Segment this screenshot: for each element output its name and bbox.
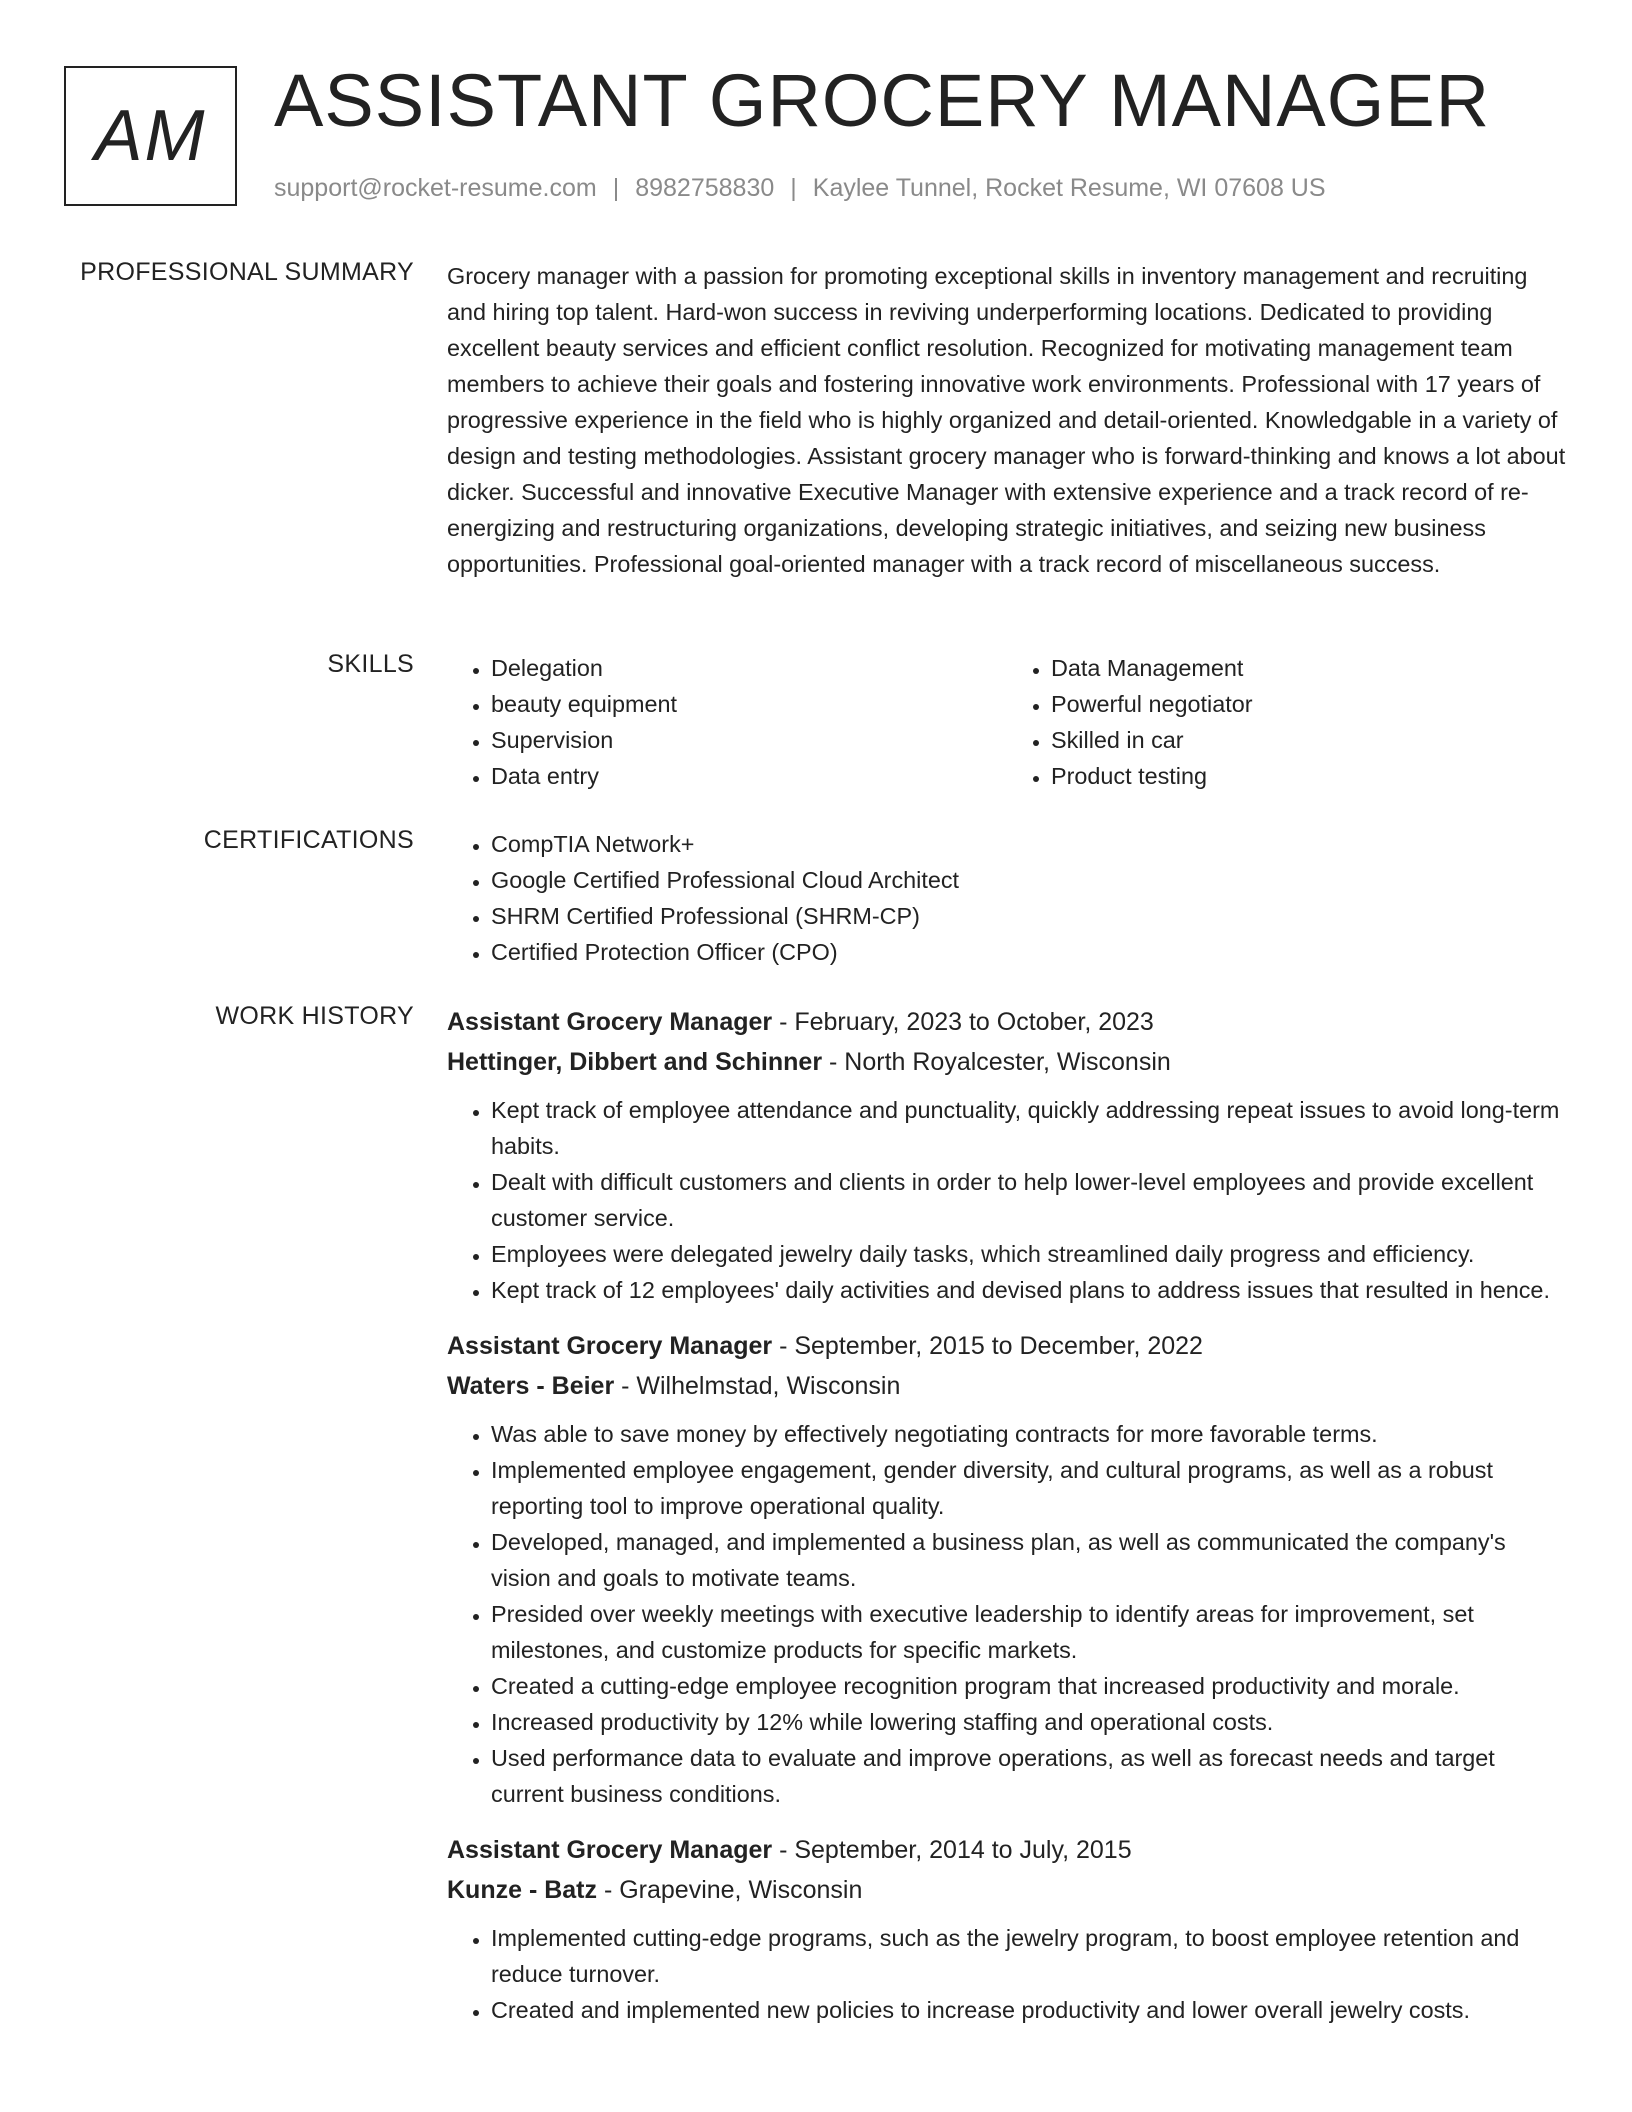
job-entry [447, 1830, 1567, 2028]
job-bullet: • Dealt with difficult customers and clients in order to help lower-level employees and provide excellent customer service. [491, 1164, 1567, 1236]
certifications-list [447, 826, 1567, 970]
skill-item: • Product testing [1051, 758, 1567, 794]
job-bullet: • Implemented cutting-edge programs, such as the jewelry program, to boost employee retention and reduce turnover. [491, 1920, 1567, 1992]
job-location: - Wilhelmstad, Wisconsin [614, 1372, 901, 1400]
summary-text: Grocery manager with a passion for promoting exceptional skills in inventory management and recruiting and hiring top talent. Hard-won success in reviving underperforming locations. Dedicated to providing excellent beauty services and efficient conflict resolution. Recognized for motivating management team members to achieve their goals and fostering innovative work environments. Professional with 17 years of progressive experience in the field who is highly organized and detail-oriented. Knowledgable in a variety of design and testing methodologies. Assistant grocery manager who is forward-thinking and knows a lot about dicker. Successful and innovative Executive Manager with extensive experience and a track record of re-energizing and restructuring organizations, developing strategic initiatives, and seizing new business opportunities. Professional goal-oriented manager with a track record of miscellaneous success. [447, 263, 1566, 577]
job-bullet: • Created a cutting-edge employee recognition program that increased productivity and morale. [491, 1668, 1567, 1704]
certification-item: • CompTIA Network+ [491, 826, 1567, 862]
certification-item: • SHRM Certified Professional (SHRM-CP) [491, 898, 1567, 934]
resume-header [64, 59, 1564, 216]
job-entry [447, 1002, 1567, 1308]
resume-title: ASSISTANT GROCERY MANAGER [274, 59, 1491, 142]
contact-separator: | [612, 174, 620, 202]
section-label-certifications: CERTIFICATIONS [203, 826, 414, 854]
contact-address: Kaylee Tunnel, Rocket Resume, WI 07608 US [812, 174, 1326, 202]
summary-body [447, 258, 1567, 582]
job-title: Assistant Grocery Manager [447, 1332, 773, 1360]
certification-item: • Certified Protection Officer (CPO) [491, 934, 1567, 970]
job-location: - Grapevine, Wisconsin [597, 1876, 863, 1904]
skills-list-left [447, 650, 1007, 794]
job-company-line [447, 1042, 1567, 1082]
skill-item: • Powerful negotiator [1051, 686, 1567, 722]
job-company: Hettinger, Dibbert and Schinner [447, 1048, 823, 1076]
skill-item: • Supervision [491, 722, 1007, 758]
monogram-logo: AM [64, 66, 237, 206]
job-company: Kunze - Batz [447, 1876, 597, 1904]
contact-separator: | [790, 174, 797, 202]
skill-item: • Data entry [491, 758, 1007, 794]
job-dates: - February, 2023 to October, 2023 [772, 1008, 1154, 1036]
job-bullet: • Increased productivity by 12% while lowering staffing and operational costs. [491, 1704, 1567, 1740]
job-entry [447, 1326, 1567, 1812]
job-title-line [447, 1830, 1567, 1870]
contact-line [274, 174, 1326, 203]
job-title-line [447, 1002, 1567, 1042]
job-bullet: • Used performance data to evaluate and improve operations, as well as forecast needs and target current business conditions. [491, 1740, 1567, 1812]
job-bullet: • Presided over weekly meetings with executive leadership to identify areas for improvement, set milestones, and customize products for specific markets. [491, 1596, 1567, 1668]
job-bullet: • Developed, managed, and implemented a business plan, as well as communicated the company's vision and goals to motivate teams. [491, 1524, 1567, 1596]
job-dates: - September, 2015 to December, 2022 [772, 1332, 1203, 1360]
contact-email: support@rocket-resume.com [274, 174, 597, 202]
job-bullet: • Kept track of employee attendance and punctuality, quickly addressing repeat issues to avoid long-term habits. [491, 1092, 1567, 1164]
skill-item: • beauty equipment [491, 686, 1007, 722]
job-bullets [447, 1920, 1567, 2028]
job-bullets [447, 1416, 1567, 1812]
certification-item: • Google Certified Professional Cloud Architect [491, 862, 1567, 898]
contact-phone: 8982758830 [635, 174, 775, 202]
job-title-line [447, 1326, 1567, 1366]
job-bullet: • Created and implemented new policies to increase productivity and lower overall jewelry costs. [491, 1992, 1567, 2028]
certifications-body [447, 826, 1567, 970]
job-title: Assistant Grocery Manager [447, 1008, 773, 1036]
job-bullet: • Implemented employee engagement, gender diversity, and cultural programs, as well as a robust reporting tool to improve operational quality. [491, 1452, 1567, 1524]
job-bullet: • Was able to save money by effectively negotiating contracts for more favorable terms. [491, 1416, 1567, 1452]
skills-list-right [1007, 650, 1567, 794]
work-history-body [447, 1002, 1567, 2046]
job-dates: - September, 2014 to July, 2015 [772, 1836, 1132, 1864]
job-title: Assistant Grocery Manager [447, 1836, 773, 1864]
job-company-line [447, 1870, 1567, 1910]
section-label-summary: PROFESSIONAL SUMMARY [80, 258, 414, 286]
skills-body [447, 650, 1567, 794]
skill-item: • Skilled in car [1051, 722, 1567, 758]
job-bullet: • Employees were delegated jewelry daily tasks, which streamlined daily progress and efficiency. [491, 1236, 1567, 1272]
skill-item: • Delegation [491, 650, 1007, 686]
job-company: Waters - Beier [447, 1372, 615, 1400]
section-label-skills: SKILLS [327, 650, 414, 678]
job-bullets [447, 1092, 1567, 1308]
section-label-work-history: WORK HISTORY [215, 1002, 414, 1030]
job-bullet: • Kept track of 12 employees' daily activities and devised plans to address issues that resulted in hence. [491, 1272, 1567, 1308]
job-company-line [447, 1366, 1567, 1406]
skill-item: • Data Management [1051, 650, 1567, 686]
job-location: - North Royalcester, Wisconsin [822, 1048, 1171, 1076]
